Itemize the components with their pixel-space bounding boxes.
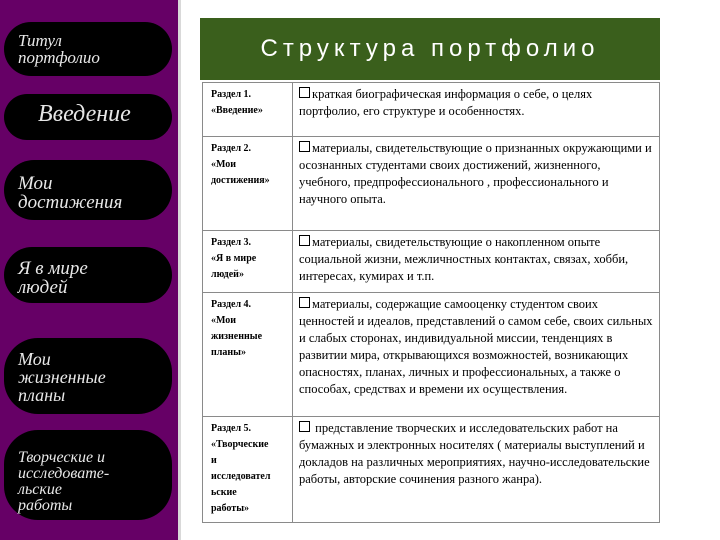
nav-introduction[interactable] xyxy=(4,94,172,140)
section-label: Раздел 5. «Творческие и исследовател ьские работы» xyxy=(211,423,271,514)
description-text: материалы, свидетельствующие о признанных окружающими и осознанных студентами своих достижений, жизненного, учебного, предпрофессионального , профессионального и научного опыта. xyxy=(299,141,652,206)
nav-label: Я в мире людей xyxy=(18,258,88,298)
sidebar-divider xyxy=(178,0,181,540)
nav-label: Мои достижения xyxy=(18,173,123,213)
description-cell xyxy=(293,293,660,417)
checkbox-icon xyxy=(299,87,310,98)
nav-achievements[interactable] xyxy=(4,160,172,220)
description-text: материалы, содержащие самооценку студентом своих ценностей и идеалов, представлений о самом себе, своих сильных и слабых сторонах, индивидуальной миссии, тенденциях в развитии мира, открывающихся возможностей, возникающих опасностях, планах, личных и профессиональных, а также о способах, средствах и времени их осуществления. xyxy=(299,297,653,396)
checkbox-icon xyxy=(299,421,310,432)
nav-label: Мои жизненные планы xyxy=(18,349,106,405)
section-label: Раздел 2. «Мои достижения» xyxy=(211,143,270,186)
checkbox-icon xyxy=(299,297,310,308)
portfolio-structure-table xyxy=(202,82,660,523)
table-row xyxy=(203,417,660,523)
section-cell xyxy=(203,417,293,523)
section-cell xyxy=(203,83,293,137)
description-cell xyxy=(293,417,660,523)
description-cell xyxy=(293,231,660,293)
nav-label: Введение xyxy=(38,101,131,127)
table-row xyxy=(203,293,660,417)
section-cell xyxy=(203,137,293,231)
description-text: представление творческих и исследовательских работ на бумажных и электронных носителях ( материалы выступлений и докладов на различных мероприятиях, научно-исследовательские работы, авторские сочинения разного жанра). xyxy=(299,421,650,486)
section-cell xyxy=(203,231,293,293)
nav-label: Творческие и исследовате- льские работы xyxy=(18,449,110,514)
table-row xyxy=(203,83,660,137)
section-label: Раздел 4. «Мои жизненные планы» xyxy=(211,299,263,358)
description-cell xyxy=(293,83,660,137)
nav-label: Титул портфолио xyxy=(18,31,100,67)
table-row xyxy=(203,137,660,231)
nav-creative-works[interactable] xyxy=(4,430,172,520)
section-label: Раздел 3. «Я в мире людей» xyxy=(211,237,257,280)
section-cell xyxy=(203,293,293,417)
page-title: Структура портфолио xyxy=(200,18,660,80)
description-text: краткая биографическая информация о себе, о целях портфолио, его структуре и особенностях. xyxy=(299,87,593,118)
table-row xyxy=(203,231,660,293)
nav-life-plans[interactable] xyxy=(4,338,172,414)
checkbox-icon xyxy=(299,141,310,152)
nav-title-portfolio[interactable] xyxy=(4,22,172,76)
description-cell xyxy=(293,137,660,231)
section-label: Раздел 1. «Введение» xyxy=(211,89,263,116)
description-text: материалы, свидетельствующие о накопленном опыте социальной жизни, межличностных контактах, связах, хобби, интересах, кумирах и т.п. xyxy=(299,235,629,283)
nav-me-among-people[interactable] xyxy=(4,247,172,303)
checkbox-icon xyxy=(299,235,310,246)
